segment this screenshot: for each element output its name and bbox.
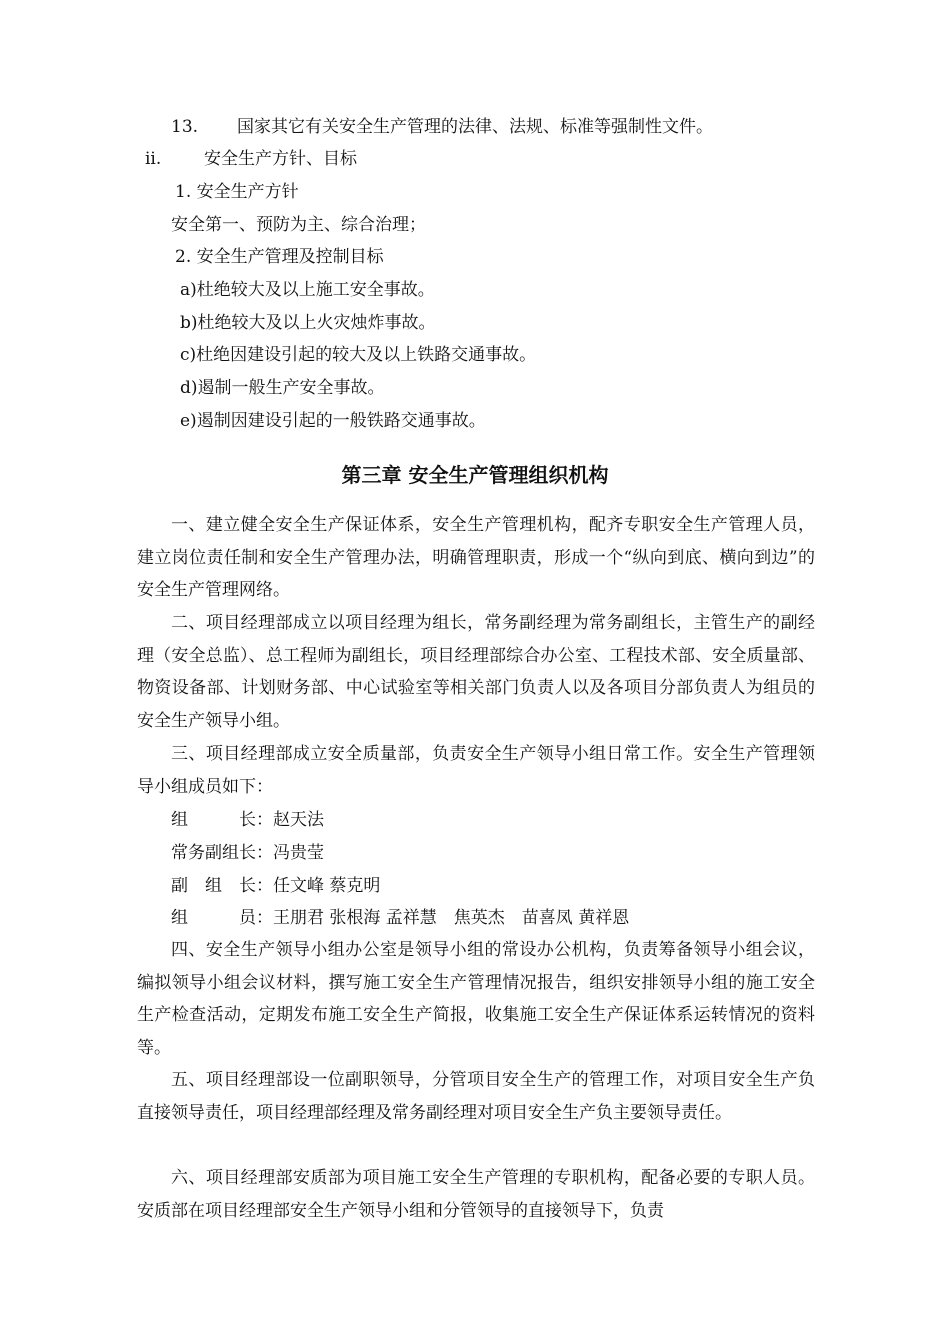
member-names: 任文峰 蔡克明: [273, 876, 381, 896]
goal-item-c: c)杜绝因建设引起的较大及以上铁路交通事故。: [180, 345, 537, 365]
list-item-number: 13.: [171, 117, 199, 137]
member-row-deputy: [171, 875, 380, 897]
paragraph-3: 三、项目经理部成立安全质量部，负责安全生产领导小组日常工作。安全生产管理领导小组成员如下：: [137, 744, 815, 797]
chapter-title: 第三章 安全生产管理组织机构: [341, 463, 609, 487]
member-label: 组 员：: [171, 908, 273, 928]
list-item-text: 国家其它有关安全生产管理的法律、法规、标准等强制性文件。: [237, 117, 713, 137]
paragraph-6: 六、项目经理部安质部为项目施工安全生产管理的专职机构，配备必要的专职人员。安质部在项目经理部安全生产领导小组和分管领导的直接领导下，负责: [137, 1168, 815, 1221]
member-row-staff: [171, 907, 629, 929]
section-heading-ii: [145, 148, 357, 170]
subheading-policy: 1. 安全生产方针: [175, 182, 299, 202]
member-names: 赵天法: [273, 810, 324, 830]
list-item-13: [171, 116, 713, 138]
section-text: 安全生产方针、目标: [204, 149, 357, 169]
member-names: 冯贵莹: [273, 843, 324, 863]
goal-item-e: e)遏制因建设引起的一般铁路交通事故。: [180, 411, 486, 431]
paragraph-2: 二、项目经理部成立以项目经理为组长，常务副经理为常务副组长，主管生产的副经理（安全总监）、总工程师为副组长，项目经理部综合办公室、工程技术部、安全质量部、物资设备部、计划财务部、中心试验室等相关部门负责人以及各项目分部负责人为组员的安全生产领导小组。: [137, 613, 815, 732]
member-names: 王朋君 张根海 孟祥慧 焦英杰 苗喜凤 黄祥恩: [273, 908, 630, 928]
section-number: ii.: [145, 149, 162, 169]
member-row-leader: [171, 809, 324, 831]
member-row-executive: [171, 842, 324, 864]
goal-item-a: a)杜绝较大及以上施工安全事故。: [180, 280, 435, 300]
member-label: 常务副组长：: [171, 843, 273, 863]
subheading-goals: 2. 安全生产管理及控制目标: [175, 247, 384, 267]
member-label: 副 组 长：: [171, 876, 273, 896]
paragraph-4: 四、安全生产领导小组办公室是领导小组的常设办公机构，负责筹备领导小组会议，编拟领导小组会议材料，撰写施工安全生产管理情况报告，组织安排领导小组的施工安全生产检查活动，定期发布施工安全生产简报，收集施工安全生产保证体系运转情况的资料等。: [137, 940, 815, 1059]
policy-text: 安全第一、预防为主、综合治理；: [171, 215, 426, 235]
paragraph-1: 一、建立健全安全生产保证体系，安全生产管理机构，配齐专职安全生产管理人员，建立岗位责任制和安全生产管理办法，明确管理职责，形成一个“纵向到底、横向到边”的安全生产管理网络。: [137, 515, 815, 601]
member-label: 组 长：: [171, 810, 273, 830]
goal-item-d: d)遏制一般生产安全事故。: [180, 378, 385, 398]
paragraph-5: 五、项目经理部设一位副职领导，分管项目安全生产的管理工作，对项目安全生产负直接领导责任，项目经理部经理及常务副经理对项目安全生产负主要领导责任。: [137, 1070, 815, 1123]
goal-item-b: b)杜绝较大及以上火灾烛炸事故。: [180, 313, 436, 333]
